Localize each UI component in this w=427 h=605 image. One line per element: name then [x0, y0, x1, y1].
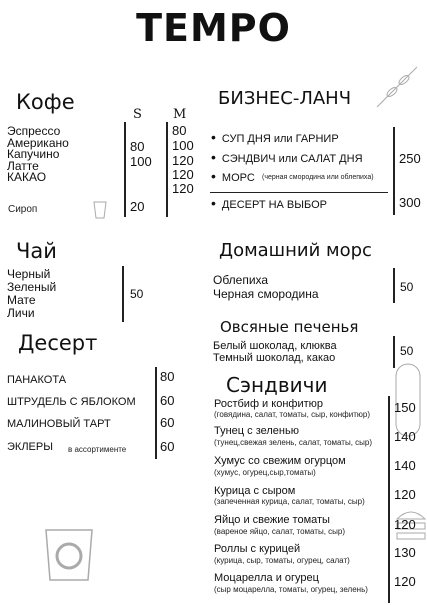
sandwich-price: 120 — [394, 574, 416, 589]
tea-item: Зеленый — [7, 280, 57, 294]
sandwich-price: 140 — [394, 458, 416, 473]
sandwich-price: 150 — [394, 400, 416, 415]
tea-list — [7, 269, 56, 321]
lunch-item: • СЭНДВИЧ или САЛАТ ДНЯ — [211, 152, 363, 166]
coffee-item: Латте — [7, 158, 39, 173]
dessert-price: 60 — [160, 439, 175, 454]
tea-item: Мате — [7, 293, 36, 307]
dessert-item: ПАНАКОТА — [7, 374, 67, 386]
dessert-price: 60 — [160, 393, 175, 408]
sandwich-price: 120 — [394, 517, 416, 532]
dessert-price: 60 — [160, 415, 175, 430]
cookies-item: Темный шоколад, какао — [213, 352, 336, 364]
tea-price: 50 — [130, 287, 144, 301]
tea-item: Личи — [7, 306, 35, 320]
mors-item: Черная смородина — [213, 287, 319, 301]
size-m-label: M — [173, 107, 187, 122]
cup-icon — [92, 198, 108, 220]
coffee-price-m: 120 — [172, 153, 194, 168]
sandwich-name: Хумус со свежим огурцом — [214, 455, 346, 467]
bag-icon — [38, 510, 100, 582]
coffee-item: КАКАО — [7, 170, 47, 184]
coffee-item: Эспрессо — [7, 124, 61, 138]
sandwich-name: Яйцо и свежие томаты — [214, 514, 330, 526]
lunch-price: 300 — [399, 195, 421, 210]
sandwich-name: Роллы с курицей — [214, 543, 301, 555]
sandwich-name: Тунец с зеленью — [214, 425, 299, 437]
lunch-title: БИЗНЕС-ЛАНЧ — [218, 88, 352, 109]
sandwich-desc: (вареное яйцо, салат, томаты, сыр) — [214, 527, 346, 536]
lunch-item: • СУП ДНЯ или ГАРНИР — [211, 132, 339, 146]
sandwich-name: Курица с сыром — [214, 485, 296, 497]
dessert-item: МАЛИНОВЫЙ ТАРТ — [7, 418, 111, 430]
mors-price: 50 — [400, 280, 414, 294]
sandwich-price: 140 — [394, 429, 416, 444]
lunch-note: (черная смородина или облепиха) — [262, 174, 374, 181]
sandwich-name: Моцарелла и огурец — [214, 572, 319, 584]
coffee-price-m: 120 — [172, 167, 194, 182]
dessert-item: ЭКЛЕРЫ — [7, 441, 53, 453]
sandwich-desc: (курица, сыр, томаты, огурец, салат) — [214, 556, 350, 565]
dessert-item: ШТРУДЕЛЬ С ЯБЛОКОМ — [7, 396, 136, 408]
cookies-item: Белый шоколад, клюква — [213, 340, 337, 352]
cookies-title: Овсяные печенья — [220, 318, 359, 336]
sandwich-name: Ростбиф и конфитюр — [214, 398, 323, 410]
sandwich-desc: (тунец,свежая зелень, салат, томаты, сыр) — [214, 438, 373, 447]
cookies-price: 50 — [400, 344, 414, 358]
dessert-title: Десерт — [18, 331, 98, 355]
sandwiches-title: Сэндвичи — [226, 373, 328, 397]
coffee-price-m: 120 — [172, 181, 194, 196]
coffee-price-m: 80 — [172, 123, 187, 138]
dessert-note: в ассортименте — [68, 445, 127, 454]
tea-item: Черный — [7, 267, 51, 281]
sandwich-price: 120 — [394, 487, 416, 502]
coffee-list — [7, 126, 69, 184]
syrup-label: Сироп — [8, 204, 38, 215]
mors-item: Облепиха — [213, 273, 269, 287]
coffee-item: Американо — [7, 135, 69, 150]
coffee-price-s: 80 — [130, 139, 145, 154]
sandwich-desc: (сыр моцарелла, томаты, огурец, зелень) — [214, 585, 368, 594]
lunch-item: • МОРС — [211, 171, 255, 185]
syrup-price: 20 — [130, 199, 145, 214]
leaf-icon — [372, 62, 422, 112]
sandwich-desc: (хумус, огурец,сыр,томаты) — [214, 468, 316, 477]
coffee-title: Кофе — [16, 90, 75, 114]
sandwich-desc: (говядина, салат, томаты, сыр, конфитюр) — [214, 410, 370, 419]
lunch-item: • ДЕСЕРТ НА ВЫБОР — [211, 198, 327, 212]
lunch-price: 250 — [399, 151, 421, 166]
mors-title: Домашний морс — [219, 240, 372, 261]
coffee-item: Капучино — [7, 147, 60, 161]
sandwich-desc: (запеченная курица, салат, томаты, сыр) — [214, 497, 365, 506]
sandwich-price: 130 — [394, 545, 416, 560]
coffee-price-s: 100 — [130, 154, 152, 169]
tea-title: Чай — [16, 239, 57, 263]
size-s-label: S — [133, 107, 142, 122]
coffee-price-m: 100 — [172, 138, 194, 153]
dessert-price: 80 — [160, 369, 175, 384]
cafe-logo: TEMPO — [136, 6, 291, 50]
